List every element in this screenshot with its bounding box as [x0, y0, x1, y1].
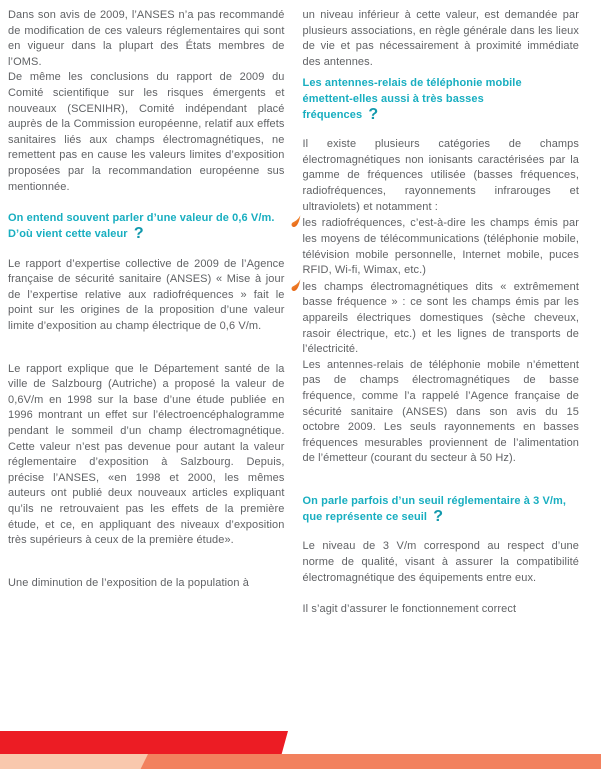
- paragraph: Les antennes-relais de téléphonie mobile n’émettent pas de champs électromagnétiques de basse fréquence, comme l’a rappelé l’Agence française de sécurité sanitaire (ANSES) dans son avis du 15 octobre 2009. Les seuls rayonnements en basses fréquences mesurables proviennent de l’alimentation de l’émetteur (courant du secteur à 50 Hz).: [302, 358, 579, 465]
- left-column: [8, 8, 285, 634]
- question-heading-text: On entend souvent parler d’une valeur de 0,6 V/m. D’où vient cette valeur: [8, 212, 275, 240]
- question-heading: [303, 76, 545, 123]
- right-column: [303, 8, 580, 634]
- question-heading: [303, 494, 580, 525]
- question-mark: ?: [433, 507, 444, 525]
- paragraph: Le rapport d’expertise collective de 2009 de l’Agence française de sécurité sanitaire (ANSES) « Mise à jour de l’expertise relative aux radiofréquences » fait le point sur les origines de la proposition d’une valeur limite d’exposition au champ électrique de 0,6 V/m.: [8, 257, 285, 332]
- footer-peach-segment: [0, 754, 148, 769]
- question-heading-text: On parle parfois d’un seuil réglementaire à 3 V/m, que représente ce seuil: [302, 495, 567, 523]
- footer-salmon-band: [0, 754, 601, 769]
- bullet-item: [303, 215, 580, 278]
- question-heading: [8, 211, 285, 242]
- paragraph: Le rapport explique que le Département santé de la ville de Salzbourg (Autriche) a proposé la valeur de 0,6V/m en 1998 sur la base d’une étude publiée en 1996 montrant un effet sur l’électroencéphalogramme pendant le sommeil d’un champ électromagnétique. Cette valeur n’est pas devenue pour autant la valeur réglementaire d’exposition à Salzbourg. Depuis, précise l’ANSES, «en 1998 et 2000, les mêmes auteurs ont publié deux nouveaux articles expliquant qu’ils ne retrouvaient pas les effets de la première étude, et ce, en appliquant des niveaux d’exposition très supérieurs à ceux de la première étude».: [8, 362, 285, 547]
- bullet-text: les radiofréquences, c’est-à-dire les champs émis par les moyens de télécommunications (téléphonie mobile, télévision mobile personnelle, Internet mobile, puces RFID, Wi-fi, Wimax, etc.): [302, 217, 579, 277]
- paragraph: Dans son avis de 2009, l’ANSES n’a pas recommandé de modification de ces valeurs réglementaires qui sont en vigueur dans la plupart des États membres de l’OMS.: [8, 9, 285, 68]
- paragraph: Il s’agit d’assurer le fonctionnement correct: [302, 603, 517, 616]
- bullet-item: [303, 279, 580, 358]
- paragraph: Une diminution de l’exposition de la population à: [8, 576, 249, 589]
- bullet-text: les champs électromagnétiques dits « extrêmement basse fréquence » : ce sont les champs émis par les appareils électriques domestiques (sèche cheveux, rasoir électrique, etc.) et les lignes de transports de l’électricité.: [302, 280, 579, 356]
- question-mark: ?: [368, 105, 379, 123]
- paragraph: Le niveau de 3 V/m correspond au respect d’une norme de qualité, visant à assurer la compatibilité électromagnétique des équipements entre eux.: [302, 540, 579, 584]
- paragraph: un niveau inférieur à cette valeur, est demandée par plusieurs associations, en règle générale dans les lieux de vie et pas nécessairement à proximité immédiate des antennes.: [302, 9, 579, 68]
- droplet-bullet-icon: [291, 215, 301, 228]
- paragraph: Il existe plusieurs catégories de champs électromagnétiques non ionisants caractérisées par la gamme de fréquences utilisée (basses fréquences, radiofréquences, rayonnements infrarouges et ultraviolets) et notamment :: [302, 138, 579, 213]
- droplet-bullet-icon: [291, 279, 301, 292]
- question-mark: ?: [133, 224, 144, 242]
- paragraph: De même les conclusions du rapport de 2009 du Comité scientifique sur les risques émergents et nouveaux (SCENIHR), Comité indépendant placé auprès de la Commission européenne, relatif aux effets sanitaires liés aux champs électromagnétiques, ne remettent pas en cause les valeurs limites d’exposition proposées par la recommandation européenne sus mentionnée.: [8, 71, 285, 193]
- question-heading-text: Les antennes-relais de téléphonie mobile émettent-elles aussi à très basses fréquences: [302, 77, 522, 121]
- footer-red-stripe: [0, 731, 288, 754]
